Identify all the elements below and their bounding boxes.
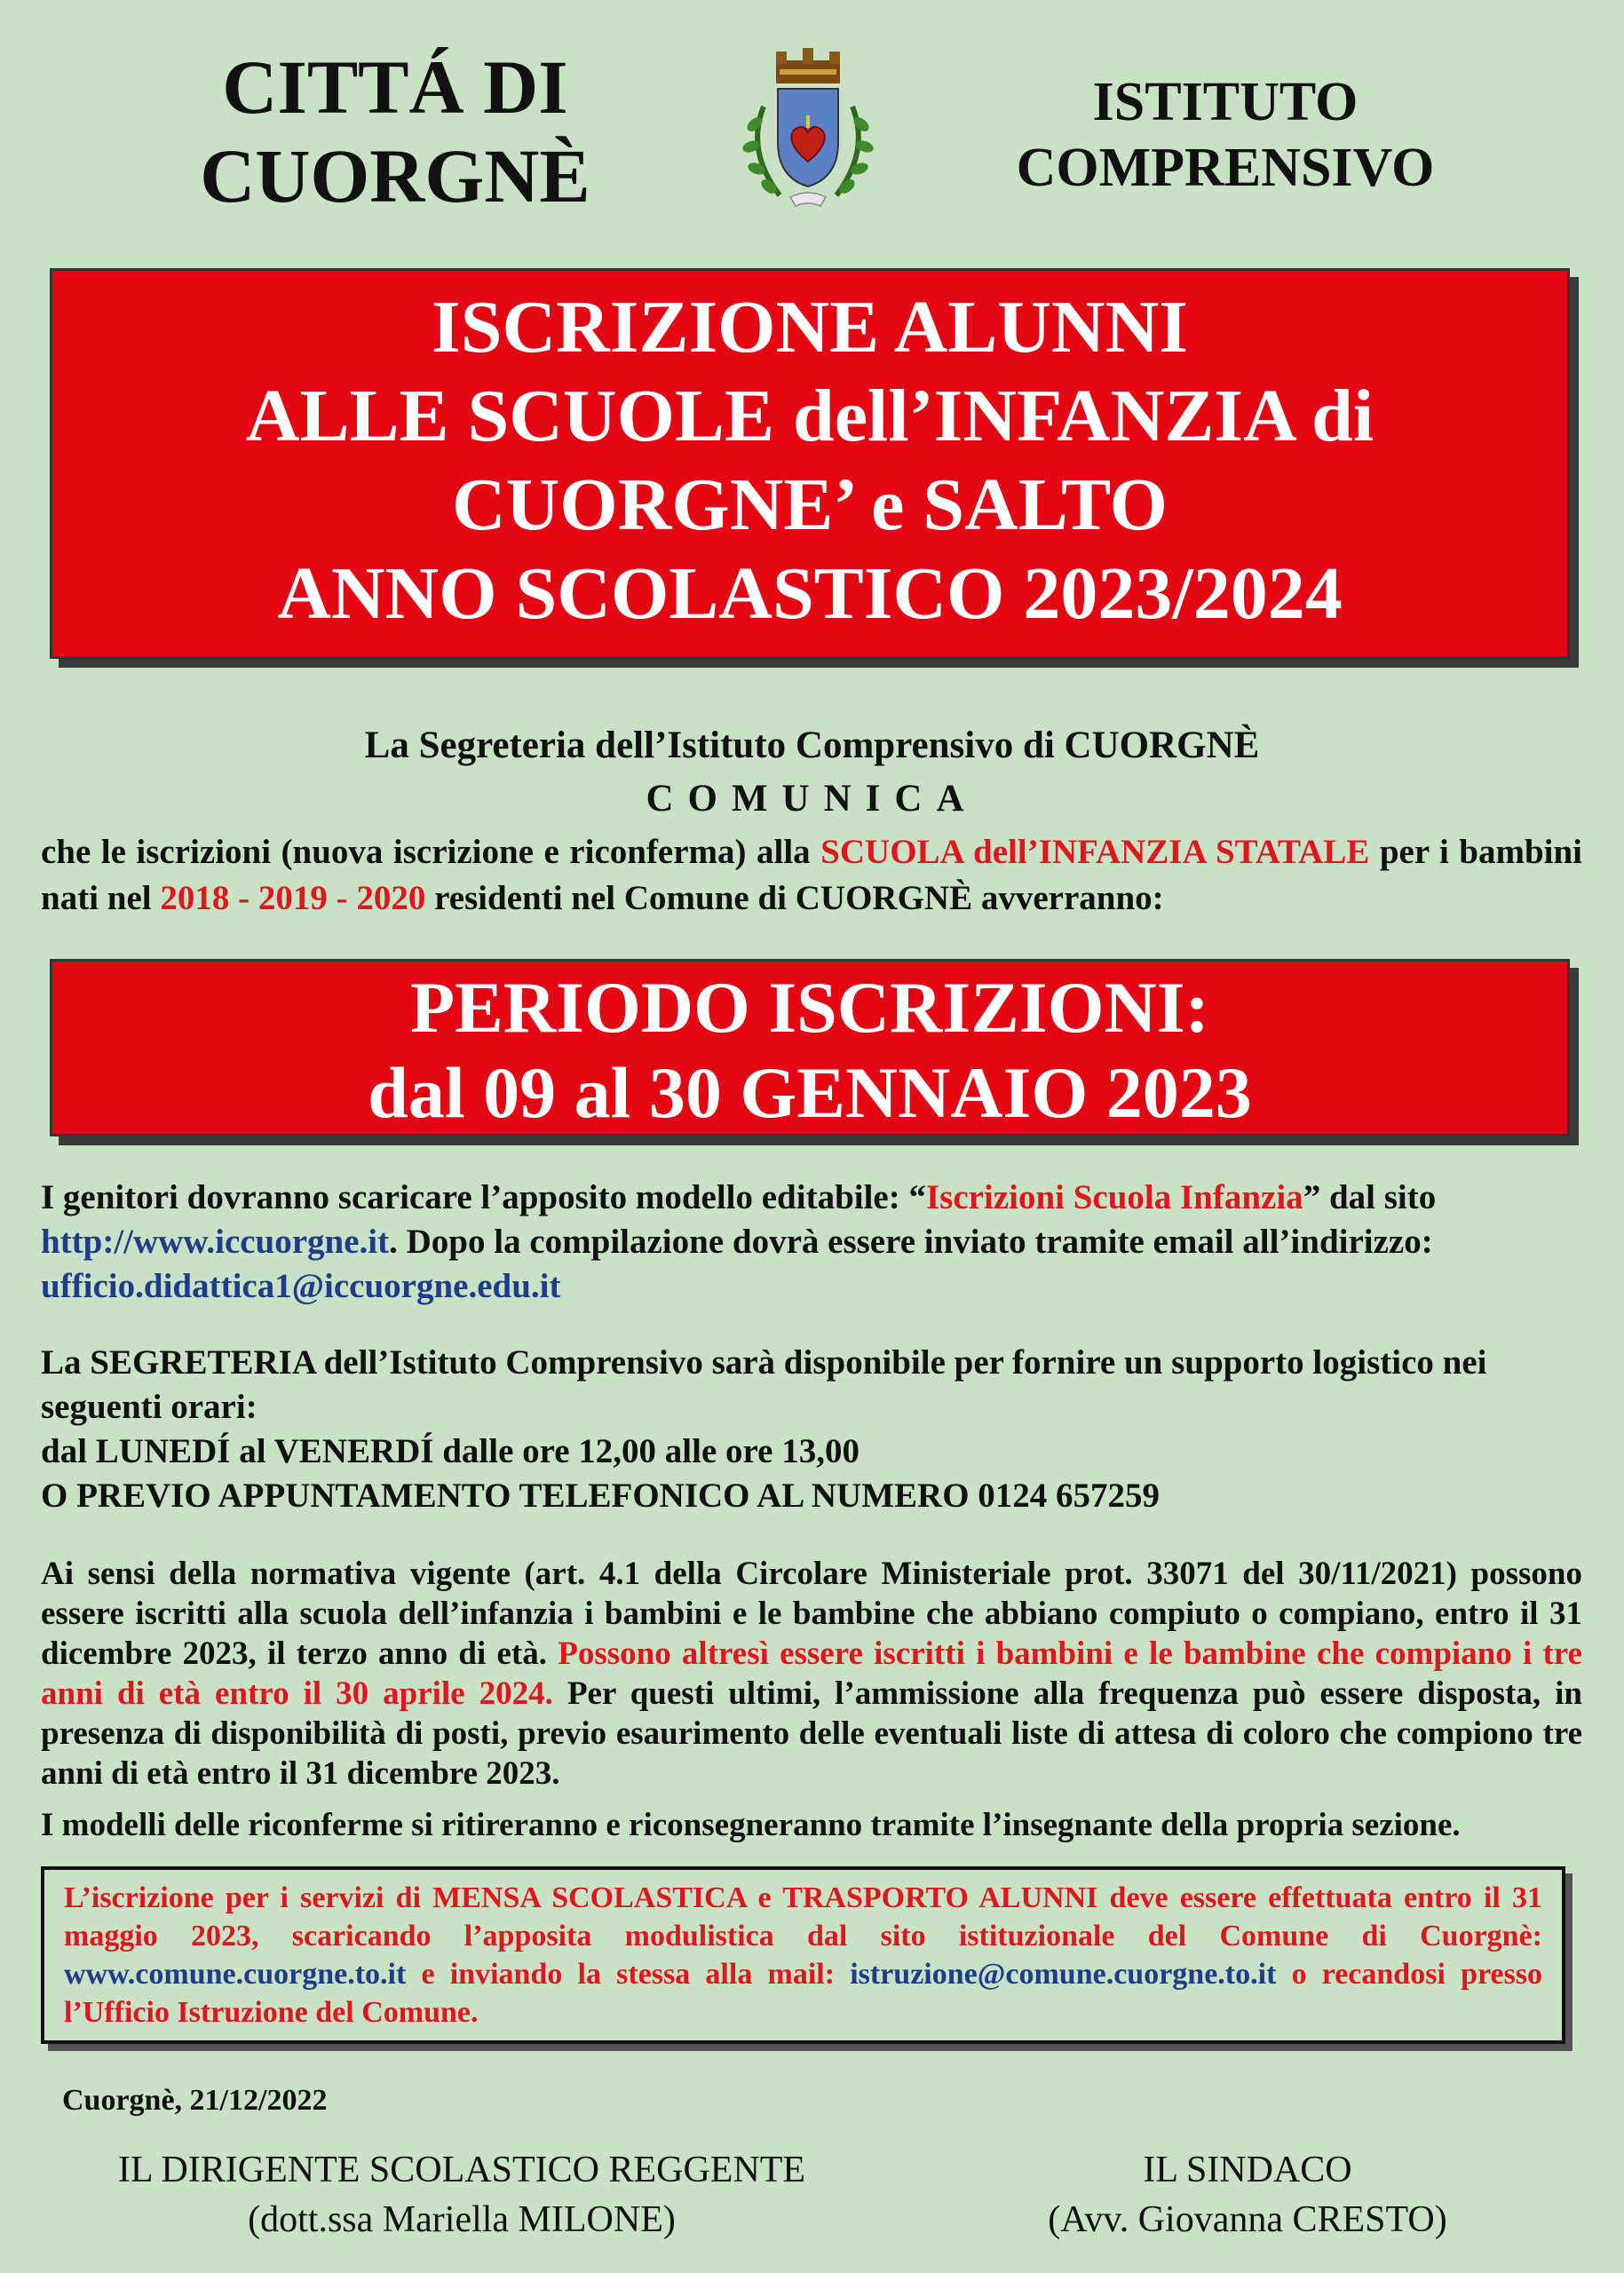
institute-heading <box>968 69 1483 201</box>
intro-line: La Segreteria dell’Istituto Comprensivo di CUORGNÈ <box>364 725 1260 766</box>
city-heading <box>160 43 630 220</box>
title-line3: CUORGNE’ e SALTO <box>452 463 1168 546</box>
intro-paragraph <box>41 829 1582 922</box>
title-line2: ALLE SCUOLE dell’INFANZIA di <box>245 375 1374 457</box>
comunica-heading: COMUNICA <box>646 778 978 820</box>
intro-text-a: che le iscrizioni (nuova iscrizione e riconferma) alla <box>41 833 821 871</box>
norms-highlight: Possono altresì essere iscritti i bambini e le bambine che compiano i tre anni di età entro il 30 aprile 2024. <box>41 1635 1582 1712</box>
city-line1: CITTÁ DI <box>222 44 568 130</box>
document-date: Cuorgnè, 21/12/2022 <box>62 2084 328 2117</box>
dirigente-title: IL DIRIGENTE SCOLASTICO REGGENTE <box>117 2150 806 2190</box>
mensa-text-b: e inviando la stessa alla mail: <box>406 1958 851 1991</box>
school-site-link[interactable]: http://www.iccuorgne.it <box>41 1223 390 1261</box>
intro-text-b: per i bambini nati nel <box>41 833 1582 917</box>
period-box <box>50 959 1570 1136</box>
mensa-text-c: o recandosi presso l’Ufficio Istruzione del Comune. <box>64 1958 1543 2029</box>
period-line1: PERIODO ISCRIZIONI: <box>410 967 1209 1048</box>
parents-paragraph <box>41 1176 1582 1309</box>
institute-line2: COMPRENSIVO <box>1016 138 1435 198</box>
dirigente-name: (dott.ssa Mariella MILONE) <box>248 2199 676 2240</box>
school-email-link[interactable]: ufficio.didattica1@iccuorgne.edu.it <box>41 1267 561 1305</box>
parents-text-a: I genitori dovranno scaricare l’apposito modello editabile: “ <box>41 1178 926 1216</box>
model-name: Iscrizioni Scuola Infanzia <box>925 1178 1303 1216</box>
mensa-notice-box <box>41 1866 1565 2044</box>
parents-text-b: ” dal sito <box>1303 1178 1437 1216</box>
sindaco-title: IL SINDACO <box>1143 2150 1352 2190</box>
norms-text-a: Ai sensi della normativa vigente (art. 4.1 della Circolare Ministeriale prot. 33071 del 30/11/2021) possono essere iscritti alla scuola dell’infanzia i bambini e le bambine che abbiano compiuto o compiano, entro il 31 dicembre 2023, il terzo anno di età. <box>41 1556 1582 1672</box>
title-line4: ANNO SCOLASTICO 2023/2024 <box>277 552 1343 635</box>
parents-text-c: . Dopo la compilazione dovrà essere inviato tramite email all’indirizzo: <box>389 1223 1433 1261</box>
office-line3: O PREVIO APPUNTAMENTO TELEFONICO AL NUMERO 0124 657259 <box>41 1477 1161 1515</box>
municipal-coat-of-arms-icon <box>728 44 888 213</box>
mensa-text-a: L’iscrizione per i servizi di MENSA SCOLASTICA e TRASPORTO ALUNNI deve essere effettuata entro il 31 maggio 2023, scaricando l’apposita modulistica dal sito istituzionale del Comune di Cuorgnè: <box>64 1881 1542 1952</box>
office-paragraph <box>41 1341 1582 1518</box>
city-line2: CUORGNÈ <box>200 133 590 218</box>
norms-text-b: Per questi ultimi, l’ammissione alla frequenza può essere disposta, in presenza di disponibilità di posti, previo esaurimento delle eventuali liste di attesa di coloro che compiono tre anni di età entro il 31 dicembre 2023. <box>41 1675 1583 1792</box>
school-type: SCUOLA dell’INFANZIA STATALE <box>820 833 1370 871</box>
institute-line1: ISTITUTO <box>1092 72 1359 132</box>
title-box <box>50 268 1570 659</box>
period-line2: dal 09 al 30 GENNAIO 2023 <box>368 1052 1252 1133</box>
birth-years: 2018 - 2019 - 2020 <box>160 879 426 917</box>
office-line1: La SEGRETERIA dell’Istituto Comprensivo sarà disponibile per fornire un supporto logistico nei seguenti orari: <box>41 1343 1487 1426</box>
comune-site-link[interactable]: www.comune.cuorgne.to.it <box>64 1958 407 1991</box>
intro-text-c: residenti nel Comune di CUORGNÈ avverranno: <box>425 879 1164 917</box>
office-line2: dal LUNEDÍ al VENERDÍ dalle ore 12,00 alle ore 13,00 <box>41 1432 860 1470</box>
norms-paragraph <box>41 1554 1582 1794</box>
comune-email-link[interactable]: istruzione@comune.cuorgne.to.it <box>850 1958 1277 1991</box>
riconferme-note: I modelli delle riconferme si ritireranno e riconsegneranno tramite l’insegnante della propria sezione. <box>41 1807 1461 1843</box>
signature-sindaco <box>963 2145 1532 2245</box>
signature-dirigente <box>36 2145 888 2245</box>
title-line1: ISCRIZIONE ALUNNI <box>432 286 1188 368</box>
sindaco-name: (Avv. Giovanna CRESTO) <box>1048 2199 1447 2240</box>
